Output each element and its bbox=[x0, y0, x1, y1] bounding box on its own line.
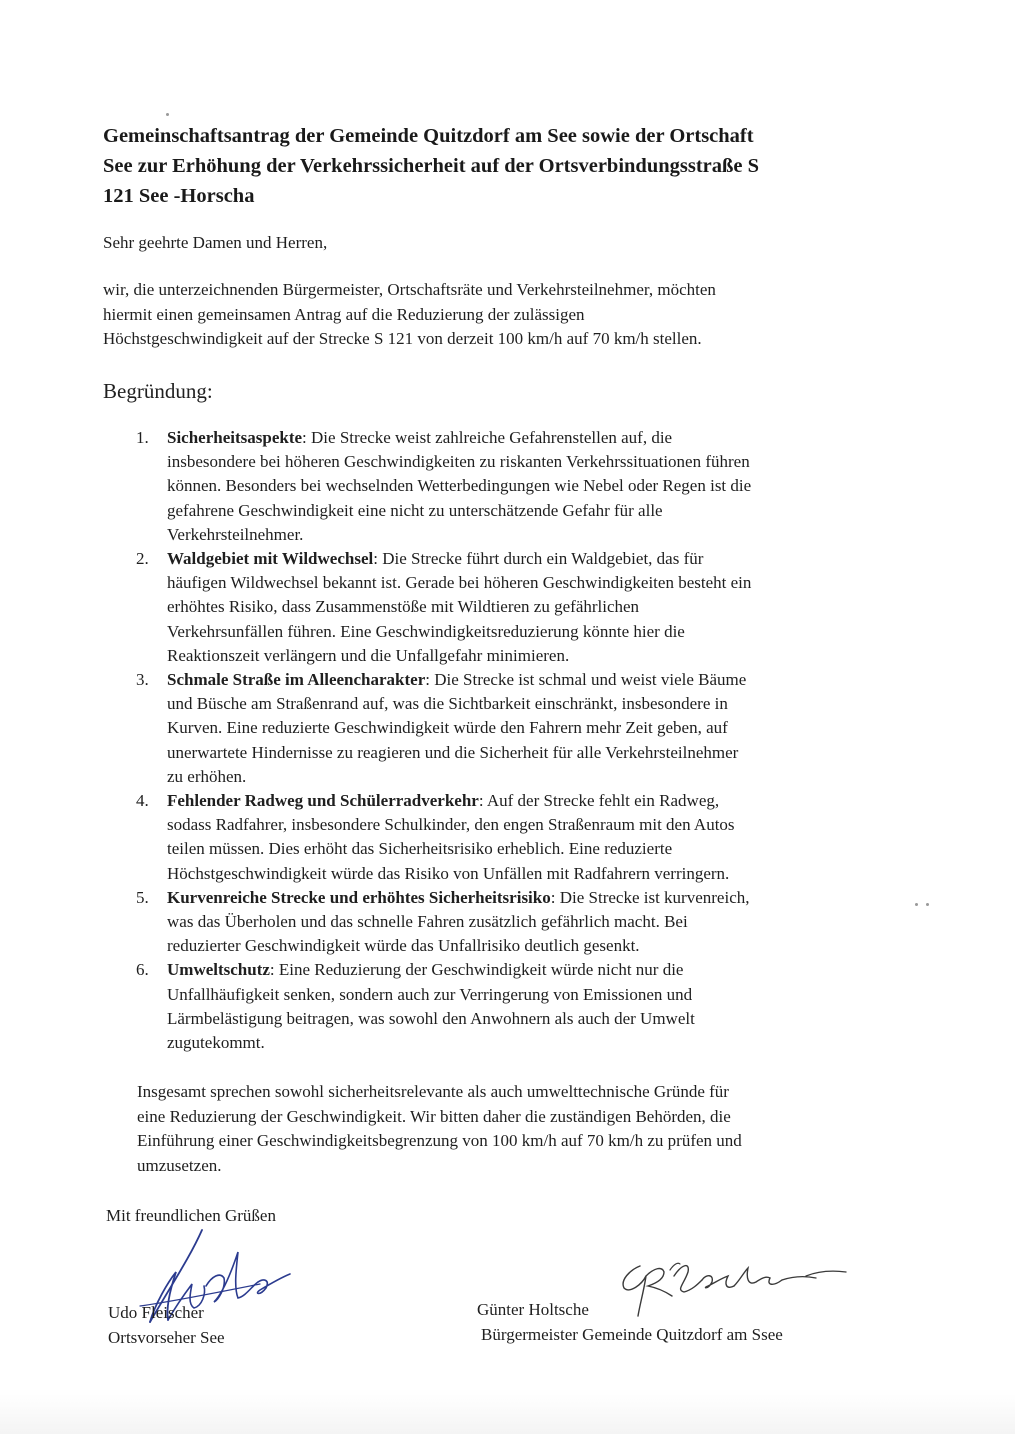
reason-line: sodass Radfahrer, insbesondere Schulkinder, den engen Straßenraum mit den Autos bbox=[167, 815, 735, 835]
reason-line: zu erhöhen. bbox=[167, 766, 247, 786]
reason-line: erhöhtes Risiko, dass Zusammenstöße mit Wildtieren zu gefährlichen bbox=[167, 597, 640, 617]
conclusion-line: umzusetzen. bbox=[137, 1155, 222, 1175]
reason-number: 6. bbox=[136, 960, 149, 980]
signatory-left-role: Ortsvorseher See bbox=[108, 1328, 225, 1347]
intro-paragraph bbox=[103, 278, 903, 352]
reason-heading-text: Fehlender Radweg und Schülerradverkehr bbox=[167, 791, 479, 811]
reason-item bbox=[136, 886, 916, 959]
conclusion-line: eine Reduzierung der Geschwindigkeit. Wir bitten daher die zuständigen Behörden, die bbox=[137, 1106, 731, 1126]
reason-item bbox=[136, 668, 916, 789]
reason-line: gefahrene Geschwindigkeit eine nicht zu unterschätzende Gefahr für alle bbox=[167, 500, 663, 520]
reason-text: : Die Strecke führt durch ein Waldgebiet, das für bbox=[373, 549, 704, 569]
reasons-list bbox=[136, 426, 916, 1055]
reason-line: Lärmbelästigung beitragen, was sowohl den Anwohnern als auch der Umwelt bbox=[167, 1008, 695, 1028]
reason-number: 5. bbox=[136, 887, 149, 907]
salutation: Sehr geehrte Damen und Herren, bbox=[103, 233, 328, 252]
signatory-right-name: Günter Holtsche bbox=[477, 1300, 589, 1319]
reason-line: Höchstgeschwindigkeit würde das Risiko von Unfällen mit Radfahrern verringern. bbox=[167, 863, 730, 883]
reason-number: 1. bbox=[136, 428, 149, 447]
reason-line: insbesondere bei höheren Geschwindigkeiten zu riskanten Verkehrssituationen führen bbox=[167, 452, 750, 472]
reason-line: teilen müssen. Dies erhöht das Sicherheitsrisiko erheblich. Eine reduzierte bbox=[167, 839, 673, 859]
document-title bbox=[103, 121, 903, 211]
closing-phrase: Mit freundlichen Grüßen bbox=[106, 1206, 276, 1225]
reason-item bbox=[136, 426, 916, 547]
reason-line: häufigen Wildwechsel bekannt ist. Gerade bei höheren Geschwindigkeiten besteht ein bbox=[167, 573, 752, 593]
reason-number: 3. bbox=[136, 670, 149, 690]
reason-heading-text: Kurvenreiche Strecke und erhöhtes Sicherheitsrisiko bbox=[167, 887, 551, 907]
reason-line: unerwartete Hindernisse zu reagieren und die Sicherheit für alle Verkehrsteilnehmer bbox=[167, 742, 739, 762]
reason-item bbox=[136, 958, 916, 1055]
reason-line: Unfallhäufigkeit senken, sondern auch zur Verringerung von Emissionen und bbox=[167, 984, 693, 1004]
reason-text: : Die Strecke ist kurvenreich, bbox=[550, 887, 750, 907]
reason-heading: Begründung: bbox=[103, 379, 213, 403]
conclusion-paragraph bbox=[137, 1080, 927, 1178]
title-line: Gemeinschaftsantrag der Gemeinde Quitzdorf am See sowie der Ortschaft bbox=[103, 125, 754, 147]
scan-bottom-shade bbox=[0, 1394, 1015, 1434]
reason-text: : Die Strecke weist zahlreiche Gefahrenstellen auf, die bbox=[302, 428, 673, 447]
conclusion-line: Einführung einer Geschwindigkeitsbegrenzung von 100 km/h auf 70 km/h zu prüfen und bbox=[137, 1131, 742, 1150]
signatory-left-name: Udo Fleischer bbox=[108, 1303, 204, 1322]
reason-line: und Büsche am Straßenrand auf, was die Sichtbarkeit einschränkt, insbesondere in bbox=[167, 694, 728, 714]
reason-line: reduzierter Geschwindigkeit würde das Unfallrisiko deutlich gesenkt. bbox=[167, 936, 640, 956]
reason-line: was das Überholen und das schnelle Fahren zusätzlich gefährlich macht. Bei bbox=[167, 912, 688, 932]
reason-line: Verkehrsunfällen führen. Eine Geschwindigkeitsreduzierung könnte hier die bbox=[167, 621, 685, 641]
signature-right-image bbox=[610, 1250, 860, 1320]
scan-speck bbox=[166, 113, 169, 116]
reason-line: Kurven. Eine reduzierte Geschwindigkeit würde den Fahrern mehr Zeit geben, auf bbox=[167, 718, 728, 738]
reason-line: können. Besonders bei wechselnden Wetterbedingungen wie Nebel oder Regen ist die bbox=[167, 476, 752, 496]
reason-line: zugutekommt. bbox=[167, 1033, 265, 1053]
intro-line: hiermit einen gemeinsamen Antrag auf die Reduzierung der zulässigen bbox=[103, 304, 585, 324]
reason-heading-text: Umweltschutz bbox=[167, 960, 270, 980]
reason-heading-text: Sicherheitsaspekte bbox=[167, 428, 303, 447]
reason-text: : Auf der Strecke fehlt ein Radweg, bbox=[478, 791, 720, 811]
reason-item bbox=[136, 789, 916, 886]
reason-text: : Eine Reduzierung der Geschwindigkeit würde nicht nur die bbox=[269, 960, 684, 980]
reason-line: Verkehrsteilnehmer. bbox=[167, 524, 304, 544]
intro-line: wir, die unterzeichnenden Bürgermeister, Ortschaftsräte und Verkehrsteilnehmer, möchten bbox=[103, 280, 716, 299]
reason-number: 4. bbox=[136, 791, 149, 811]
conclusion-line: Insgesamt sprechen sowohl sicherheitsrelevante als auch umwelttechnische Gründe für bbox=[137, 1082, 729, 1101]
scan-speck bbox=[926, 903, 929, 906]
reason-line: Reaktionszeit verlängern und die Unfallgefahr minimieren. bbox=[167, 645, 570, 665]
reason-item bbox=[136, 547, 916, 668]
reason-text: : Die Strecke ist schmal und weist viele Bäume bbox=[425, 670, 747, 690]
reason-heading-text: Schmale Straße im Alleencharakter bbox=[167, 670, 426, 690]
title-line: See zur Erhöhung der Verkehrssicherheit auf der Ortsverbindungsstraße S bbox=[103, 155, 760, 177]
signatory-right-role: Bürgermeister Gemeinde Quitzdorf am Ssee bbox=[481, 1325, 783, 1344]
scan-speck bbox=[915, 903, 918, 906]
reason-heading-text: Waldgebiet mit Wildwechsel bbox=[167, 549, 374, 569]
title-line: 121 See -Horscha bbox=[103, 185, 255, 207]
reason-number: 2. bbox=[136, 549, 149, 569]
intro-line: Höchstgeschwindigkeit auf der Strecke S 121 von derzeit 100 km/h auf 70 km/h stellen. bbox=[103, 329, 702, 348]
